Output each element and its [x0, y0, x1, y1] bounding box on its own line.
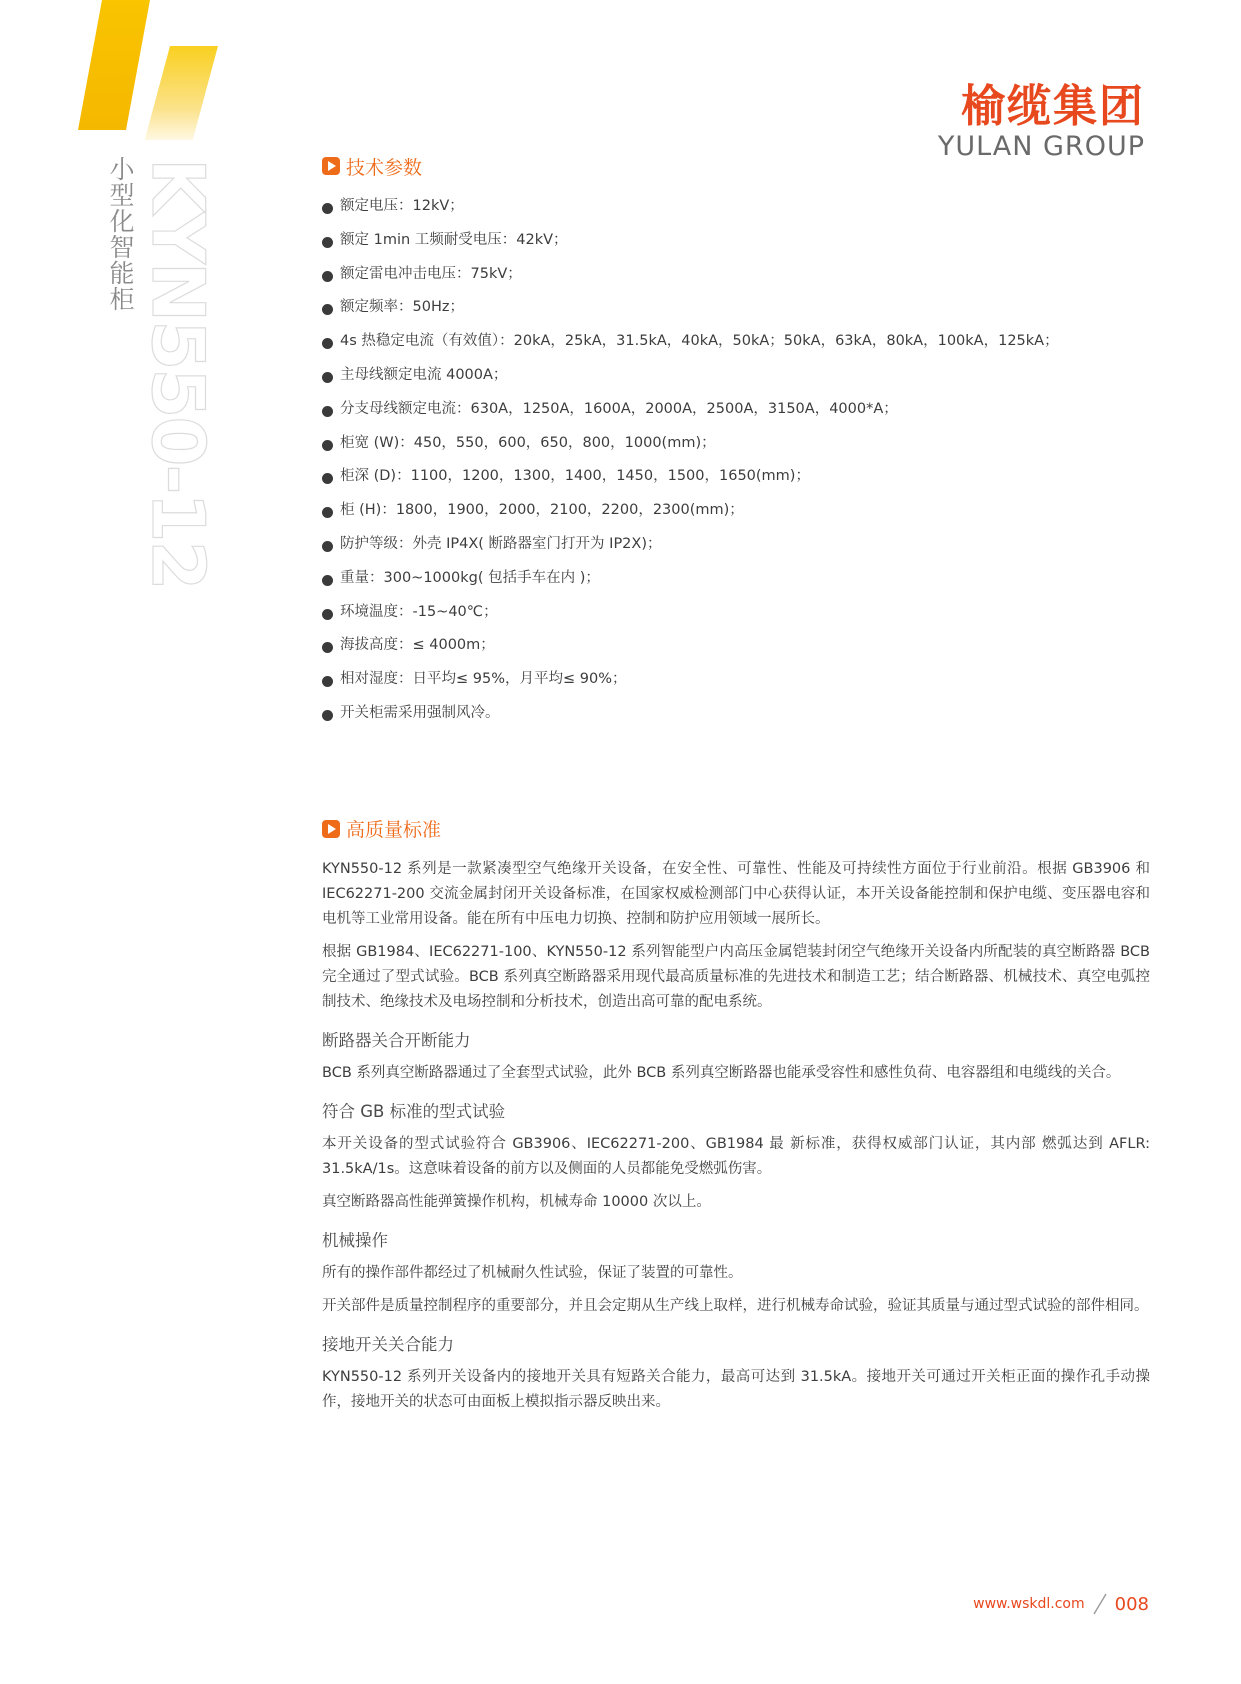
- section-title-text: 技术参数: [346, 156, 423, 179]
- paragraph-intro: KYN550-12 系列是一款紧凑型空气绝缘开关设备，在安全性、可靠性、性能及可持续性方面位于行业前沿。根据 GB3906 和 IEC62271-200 交流金属封闭开关设备标准，在国家权威检测部门中心获得认证，本开关设备能控制和保护电缆、变压器电容和电机等工业常用设备。能在所有中压电力切换、控制和防护应用领域一展所长。: [322, 860, 1150, 927]
- logo-text-en: YULAN GROUP: [937, 131, 1145, 162]
- bullet-dot: [322, 203, 333, 214]
- page-number: 008: [1114, 1593, 1149, 1615]
- list-item: 额定频率：50Hz；: [322, 291, 1150, 325]
- paragraph-type-test: 本开关设备的型式试验符合 GB3906、IEC62271-200、GB1984 最 新标准，获得权威部门认证，其内部 燃弧达到 AFLR: 31.5kA/1s。这意味着设备的前方以及侧面的人员都能免受燃弧伤害。: [322, 1135, 1150, 1177]
- bullet-dot: [322, 609, 333, 620]
- list-item: 柜 (H)：1800，1900，2000，2100，2200，2300(mm)；: [322, 494, 1150, 528]
- list-item: 主母线额定电流 4000A；: [322, 359, 1150, 393]
- subheading-earthing: 接地开关关合能力: [322, 1334, 454, 1354]
- bullet-dot: [322, 406, 333, 417]
- bullet-dot: [322, 271, 333, 282]
- paragraph-bcb-test: 根据 GB1984、IEC62271-100、KYN550-12 系列智能型户内高压金属铠装封闭空气绝缘开关设备内所配装的真空断路器 BCB 完全通过了型式试验。BCB 系列真空断路器采用现代最高质量标准的先进技术和制造工艺；结合断路器、机械技术、真空电弧控制技术、绝缘技术及电场控制和分析技术，创造出高可靠的配电系统。: [322, 943, 1150, 1010]
- section-title-quality: [322, 815, 1150, 843]
- bullet-dot: [322, 237, 333, 248]
- bullet-dot: [322, 575, 333, 586]
- footer-url: www.wskdl.com: [973, 1596, 1085, 1612]
- list-item: 重量：300~1000kg( 包括手车在内 )；: [322, 562, 1150, 596]
- list-item: 防护等级：外壳 IP4X( 断路器室门打开为 IP2X)；: [322, 528, 1150, 562]
- list-item: 环境温度：-15~40℃；: [322, 596, 1150, 630]
- subheading-mechanical: 机械操作: [322, 1230, 388, 1250]
- logo-text-cn: 榆缆集团: [961, 81, 1145, 132]
- paragraph-breaking: BCB 系列真空断路器通过了全套型式试验，此外 BCB 系列真空断路器也能承受容性和感性负荷、电容器组和电缆线的关合。: [322, 1064, 1121, 1081]
- paragraph-mechanical-2: 开关部件是质量控制程序的重要部分，并且会定期从生产线上取样，进行机械寿命试验，验证其质量与通过型式试验的部件相同。: [322, 1297, 1149, 1314]
- bullet-dot: [322, 676, 333, 687]
- list-item: 分支母线额定电流：630A，1250A，1600A，2000A，2500A，3150A，4000*A；: [322, 393, 1150, 427]
- tech-spec-list: [322, 190, 1150, 731]
- paragraph-spring-mechanism: 真空断路器高性能弹簧操作机构，机械寿命 10000 次以上。: [322, 1193, 711, 1210]
- bullet-dot: [322, 541, 333, 552]
- section-title-text: 高质量标准: [346, 819, 442, 842]
- slash-divider-icon: [1089, 1592, 1111, 1616]
- play-icon: [322, 820, 340, 838]
- list-item: 相对湿度：日平均≤ 95%，月平均≤ 90%；: [322, 663, 1150, 697]
- bullet-dot: [322, 473, 333, 484]
- bullet-dot: [322, 372, 333, 383]
- paragraph-earthing: KYN550-12 系列开关设备内的接地开关具有短路关合能力，最高可达到 31.5kA。接地开关可通过开关柜正面的操作孔手动操作，接地开关的状态可由面板上模拟指示器反映出来。: [322, 1368, 1150, 1410]
- list-item: 额定 1min 工频耐受电压：42kV；: [322, 224, 1150, 258]
- company-logo: [937, 81, 1145, 162]
- subheading-breaking: 断路器关合开断能力: [322, 1030, 471, 1050]
- bullet-dot: [322, 642, 333, 653]
- list-item: 4s 热稳定电流（有效值）：20kA，25kA，31.5kA，40kA，50kA；50kA，63kA，80kA，100kA，125kA；: [322, 325, 1150, 359]
- list-item: 开关柜需采用强制风冷。: [322, 697, 1150, 731]
- yellow-stripe-decoration: [78, 0, 218, 140]
- section-title-tech: [322, 152, 1150, 180]
- subheading-type-test: 符合 GB 标准的型式试验: [322, 1101, 506, 1121]
- list-item: 额定雷电冲击电压：75kV；: [322, 258, 1150, 292]
- list-item: 柜宽 (W)：450，550，600，650，800，1000(mm)；: [322, 427, 1150, 461]
- list-item: 海拔高度：≤ 4000m；: [322, 629, 1150, 663]
- bullet-dot: [322, 304, 333, 315]
- bullet-dot: [322, 507, 333, 518]
- page-footer: [973, 1592, 1149, 1616]
- bullet-dot: [322, 440, 333, 451]
- list-item: 额定电压：12kV；: [322, 190, 1150, 224]
- sidebar-title-en: KYN550-12: [136, 158, 220, 589]
- bullet-dot: [322, 338, 333, 349]
- sidebar-title-cn: 小型化智能柜: [106, 156, 135, 312]
- play-icon: [322, 157, 340, 175]
- list-item: 柜深 (D)：1100，1200，1300，1400，1450，1500，1650(mm)；: [322, 460, 1150, 494]
- bullet-dot: [322, 710, 333, 721]
- main-content: [322, 152, 1150, 1415]
- paragraph-mechanical-1: 所有的操作部件都经过了机械耐久性试验，保证了装置的可靠性。: [322, 1264, 743, 1281]
